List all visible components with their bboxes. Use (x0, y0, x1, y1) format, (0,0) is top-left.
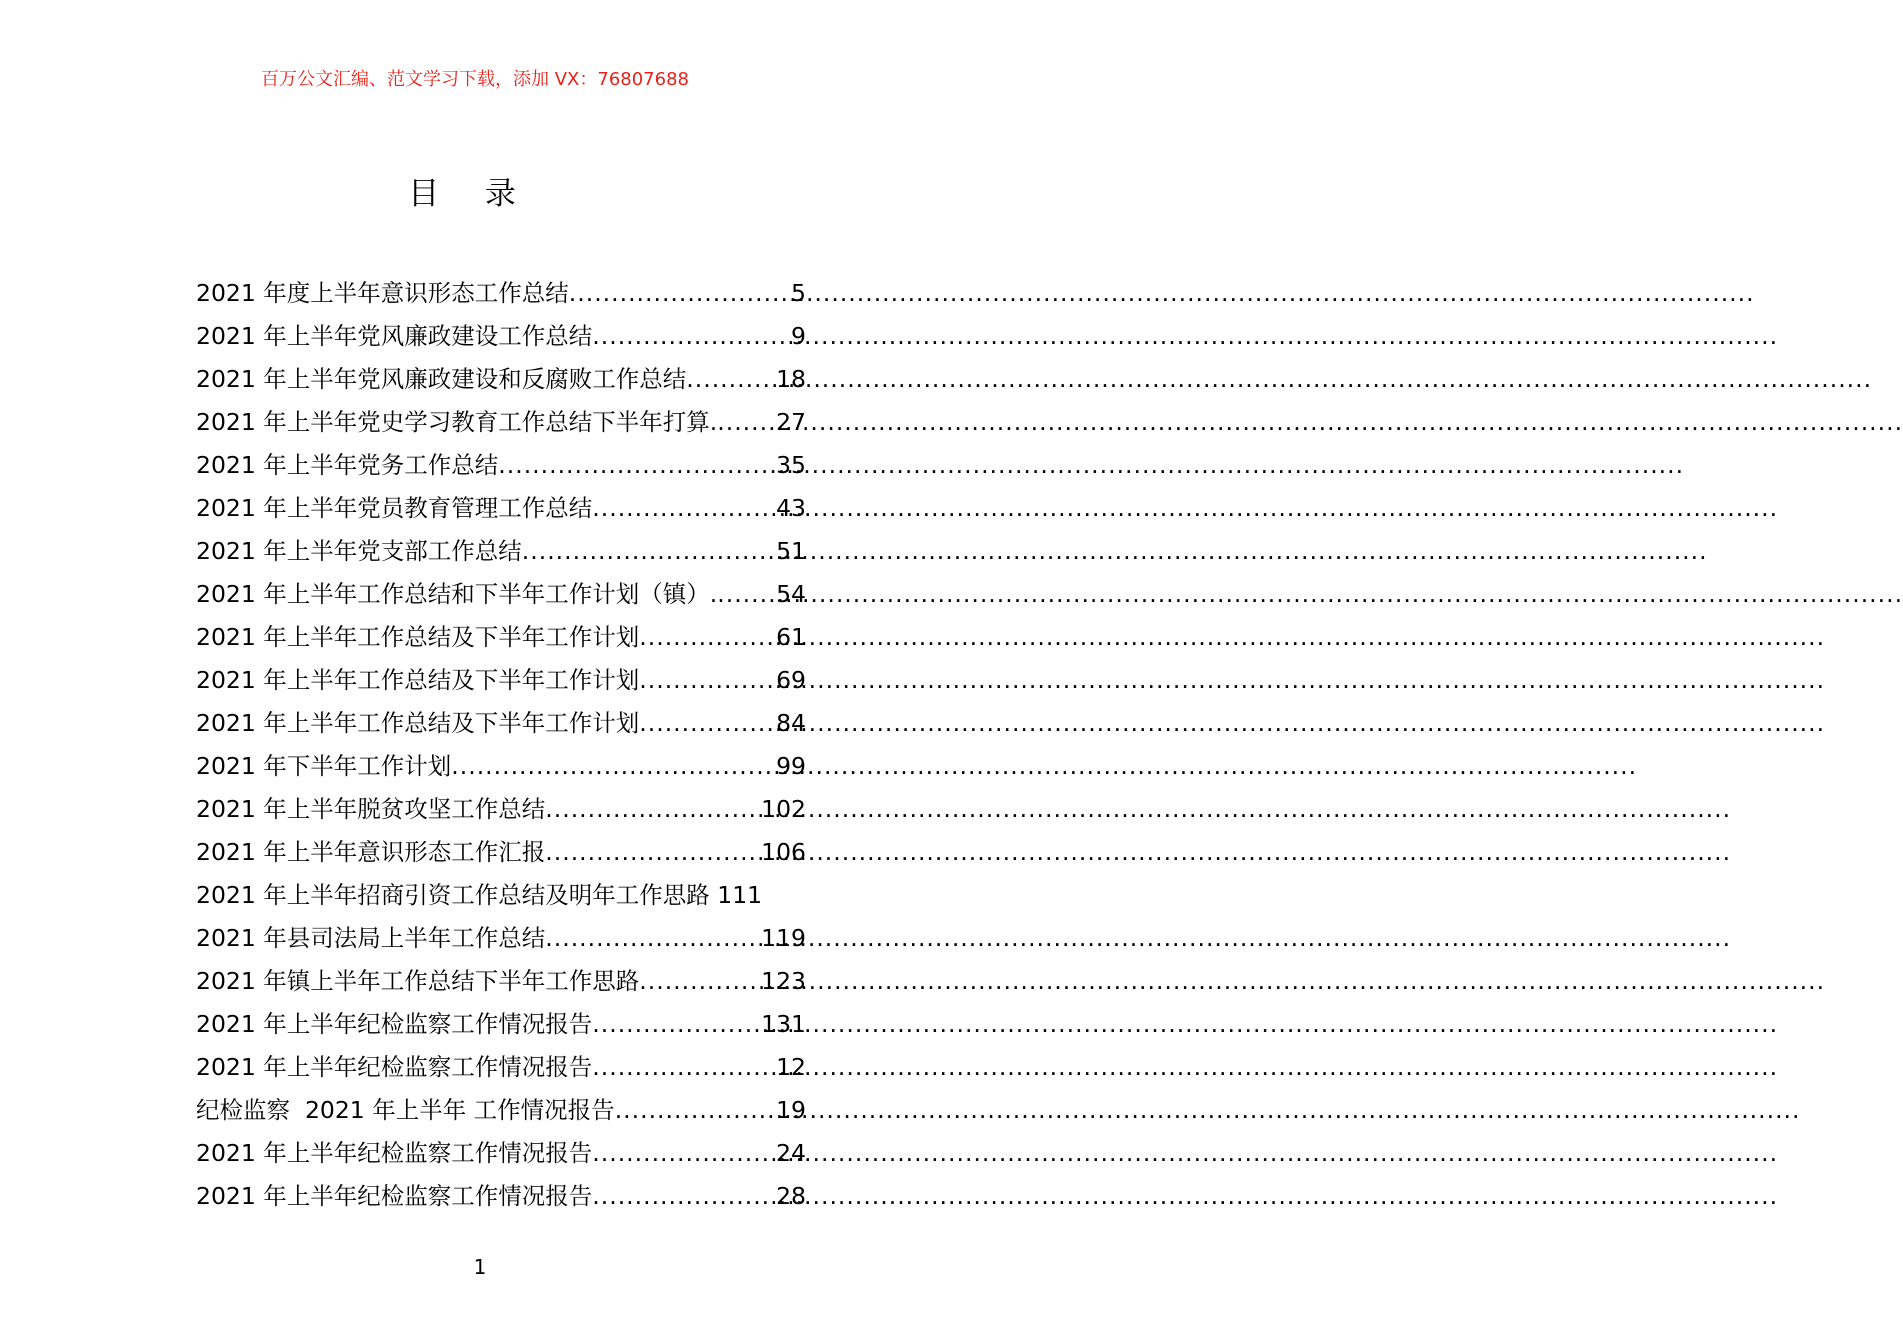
toc-entry-leader (639, 616, 776, 659)
toc-entry-title: 2021 年上半年党风廉政建设工作总结 (196, 322, 593, 350)
toc-entry[interactable] (196, 788, 806, 831)
toc-entry-page: 28 (776, 1182, 806, 1210)
toc-entry-leader (592, 1132, 776, 1175)
toc-entry-page: 12 (776, 1053, 806, 1081)
toc-entry-title: 2021 年上半年党员教育管理工作总结 (196, 494, 593, 522)
toc-entry-title: 2021 年上半年党风廉政建设和反腐败工作总结 (196, 365, 687, 393)
toc-list (196, 272, 806, 1218)
toc-entry-title: 2021 年下半年工作计划 (196, 752, 452, 780)
toc-entry[interactable] (196, 530, 806, 573)
toc-entry-page: 18 (776, 365, 806, 393)
toc-entry[interactable] (196, 487, 806, 530)
toc-entry-title: 2021 年上半年招商引资工作总结及明年工作思路 (196, 881, 718, 909)
toc-entry-leader (592, 487, 776, 530)
toc-entry-title: 2021 年上半年工作总结及下半年工作计划 (196, 709, 640, 737)
toc-entry[interactable] (196, 1175, 806, 1218)
toc-entry-title: 2021 年上半年党务工作总结 (196, 451, 499, 479)
toc-entry[interactable] (196, 1003, 806, 1046)
toc-entry[interactable] (196, 659, 806, 702)
toc-entry-page: 24 (776, 1139, 806, 1167)
toc-entry-page: 54 (776, 580, 806, 608)
toc-entry-leader (545, 788, 761, 831)
toc-entry-title: 2021 年度上半年意识形态工作总结 (196, 279, 569, 307)
toc-entry[interactable] (196, 1132, 806, 1175)
toc-entry[interactable] (196, 272, 806, 315)
toc-entry[interactable] (196, 917, 806, 960)
toc-entry-leader (545, 917, 761, 960)
toc-entry-page: 102 (761, 795, 806, 823)
toc-entry-leader (592, 1003, 761, 1046)
toc-entry-leader (639, 659, 776, 702)
toc-entry[interactable] (196, 444, 806, 487)
toc-entry-title: 2021 年上半年意识形态工作汇报 (196, 838, 546, 866)
toc-entry-title: 2021 年上半年脱贫攻坚工作总结 (196, 795, 546, 823)
toc-entry[interactable] (196, 1089, 806, 1132)
toc-entry-leader (615, 1089, 776, 1132)
toc-entry-leader (686, 358, 776, 401)
toc-entry-leader (522, 530, 776, 573)
toc-title: 目 录 (408, 176, 534, 212)
toc-entry-page: 27 (776, 408, 806, 436)
toc-entry-leader (592, 315, 791, 358)
toc-entry-leader (717, 573, 776, 616)
toc-entry[interactable] (196, 358, 806, 401)
toc-entry[interactable] (196, 573, 806, 616)
toc-entry-page: 99 (776, 752, 806, 780)
toc-entry-page: 69 (776, 666, 806, 694)
toc-entry-title: 2021 年镇上半年工作总结下半年工作思路 (196, 967, 640, 995)
toc-entry[interactable] (196, 874, 806, 917)
toc-entry-title: 2021 年上半年纪检监察工作情况报告 (196, 1053, 593, 1081)
toc-entry-page: 119 (761, 924, 806, 952)
toc-entry-leader (717, 401, 776, 444)
toc-entry-title: 2021 年上半年纪检监察工作情况报告 (196, 1139, 593, 1167)
toc-entry-title: 2021 年上半年党支部工作总结 (196, 537, 522, 565)
toc-entry-leader (592, 1046, 776, 1089)
toc-entry[interactable] (196, 1046, 806, 1089)
toc-entry[interactable] (196, 401, 806, 444)
toc-entry-page: 9 (791, 322, 806, 350)
toc-entry-page: 35 (776, 451, 806, 479)
toc-entry-title: 2021 年县司法局上半年工作总结 (196, 924, 546, 952)
toc-entry[interactable] (196, 960, 806, 1003)
toc-entry-leader (451, 745, 776, 788)
toc-entry-page: 111 (717, 881, 763, 909)
toc-entry-page: 61 (776, 623, 806, 651)
toc-entry-title: 2021 年上半年工作总结及下半年工作计划 (196, 666, 640, 694)
toc-entry-title: 2021 年上半年纪检监察工作情况报告 (196, 1010, 593, 1038)
toc-entry[interactable] (196, 745, 806, 788)
toc-entry[interactable] (196, 616, 806, 659)
toc-entry-page: 131 (761, 1010, 806, 1038)
toc-entry-page: 19 (776, 1096, 806, 1124)
toc-entry-leader (569, 272, 791, 315)
toc-entry-page: 106 (761, 838, 806, 866)
toc-entry-leader (592, 1175, 776, 1218)
toc-entry-page: 51 (776, 537, 806, 565)
toc-entry-page: 5 (791, 279, 806, 307)
toc-entry-leader (545, 831, 761, 874)
toc-entry-leader (639, 702, 776, 745)
toc-entry-title: 2021 年上半年党史学习教育工作总结下半年打算. (196, 408, 718, 436)
toc-entry-title: 纪检监察 2021 年上半年 工作情况报告 (196, 1096, 615, 1124)
page-number: 1 (473, 1255, 487, 1279)
toc-entry-leader (498, 444, 776, 487)
toc-entry-page: 43 (776, 494, 806, 522)
toc-entry-page: 123 (761, 967, 806, 995)
header-watermark-note: 百万公文汇编、范文学习下载，添加 VX：76807688 (261, 69, 689, 90)
toc-entry[interactable] (196, 831, 806, 874)
toc-entry-title: 2021 年上半年工作总结和下半年工作计划（镇）. (196, 580, 718, 608)
toc-entry-title: 2021 年上半年纪检监察工作情况报告 (196, 1182, 593, 1210)
toc-entry[interactable] (196, 702, 806, 745)
toc-entry-leader (639, 960, 761, 1003)
toc-entry-title: 2021 年上半年工作总结及下半年工作计划 (196, 623, 640, 651)
toc-entry-page: 84 (776, 709, 806, 737)
toc-entry[interactable] (196, 315, 806, 358)
